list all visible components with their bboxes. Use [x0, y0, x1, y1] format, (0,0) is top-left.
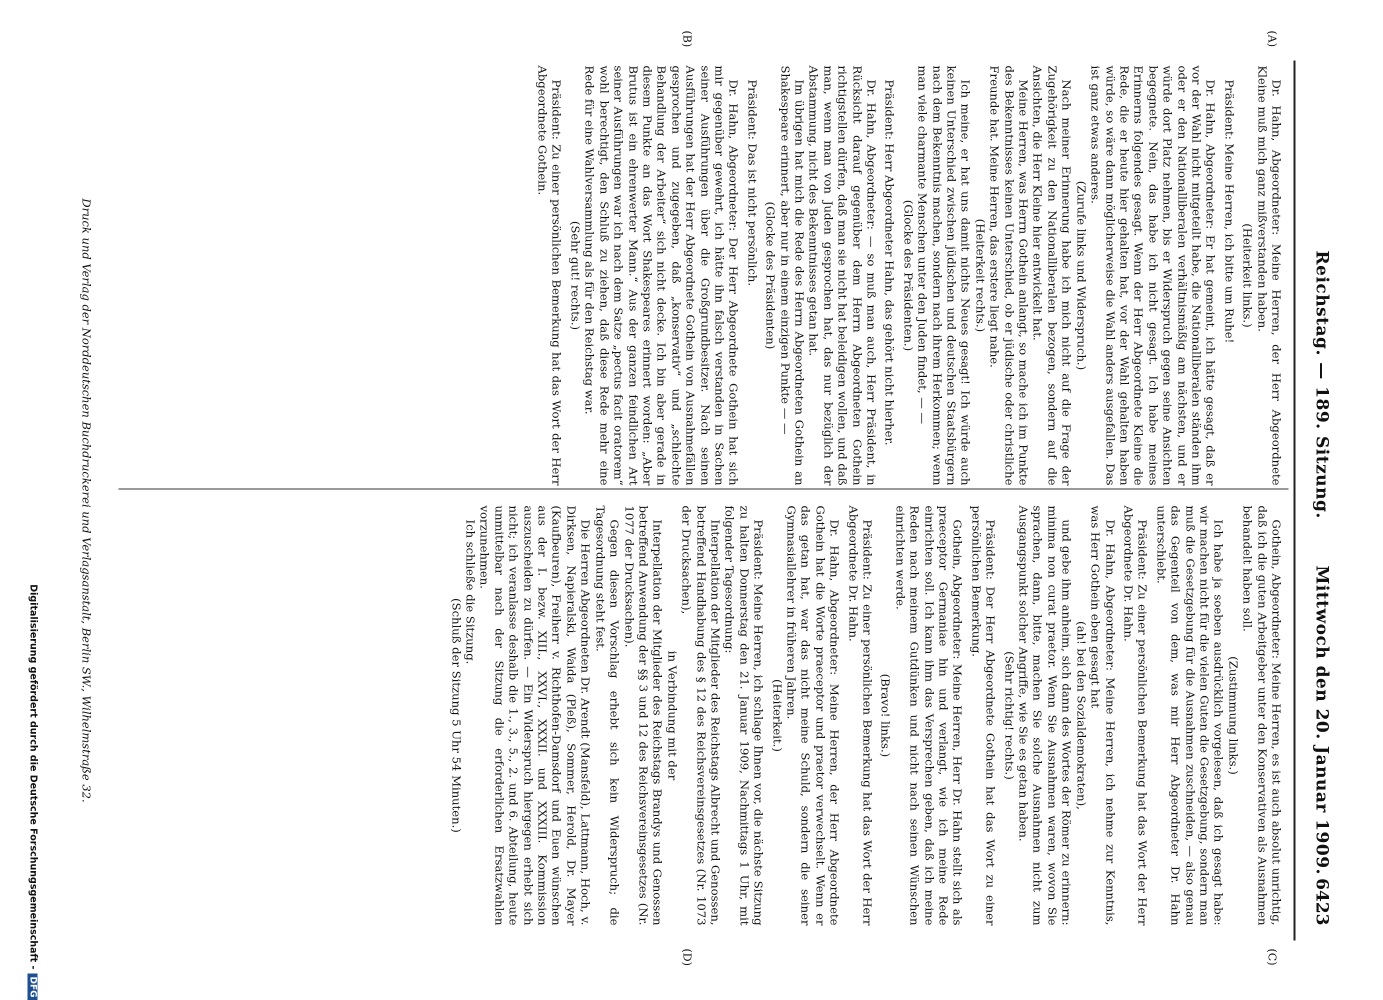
paragraph: Präsident: Zu einer persönlichen Bemerkung hat das Wort der Herr Abgeordnete Dr. Hahn. [845, 505, 875, 925]
paragraph: Präsident: Zu einer persönlichen Bemerkung hat das Wort der Herr Abgeordnete Dr. Hahn. [1120, 505, 1150, 925]
margin-mark-b: (B) [680, 30, 693, 47]
printer-imprint: Druck und Verlag der Norddeutschen Buchdruckerei und Verlagsanstalt, Berlin SW., Wilhelmstraße 32. [79, 197, 93, 803]
paragraph: Im übrigen hat mich die Rede des Herrn Abgeordneten Gothein an Shakespeare erinnert, aber nur in einem einzigen Punkte — — [777, 65, 806, 485]
paragraph: Dr. Hahn, Abgeordneter: Meine Herren, der Herr Abgeordnete Kleine muß mich ganz mißverstanden haben. [1254, 65, 1283, 485]
paragraph: Gegen diesen Vorschlag erhebt sich kein Widerspruch; die Tagesordnung steht fest. [592, 505, 622, 925]
paragraph: Dr. Hahn, Abgeordneter: Er hat gemeint, ich hätte gesagt, daß er vor der Wahl nicht mitgeteilt habe, die Nationalliberalen ständen ihm oder er den Nationalliberalen verhältnismäßig am nächsten, und er würde dort Platz nehmen, bis er Widerspruch gegen seine Ansichten begegnete. Nein, das habe ich nicht gesagt. Ich habe meines Erinnerns folgendes gesagt. Wenn der Herr Abgeordnete Kleine die Rede, die er heute hier gehalten hat, vor der Wahl gehalten haben würde, so wäre dann möglicherweise die Wahl anders ausgefallen. Das ist ganz etwas anderes. [1088, 65, 1218, 485]
page-number: 6423 [1311, 877, 1331, 925]
right-column [448, 505, 1283, 925]
interjection: (Sehr richtig! rechts.) [1001, 650, 1016, 780]
interjection: (ah! bei den Sozialdemokraten), [1073, 620, 1088, 810]
margin-mark-a: (A) [1265, 30, 1278, 47]
interjection: (Heiterkeit.) [769, 678, 784, 752]
paragraph: Präsident: Herr Abgeordneter Hahn, das gehört nicht hierher. [882, 79, 897, 446]
paragraph: und gebe ihm anheim, sich dann des Wortes der Römer zu erinnern: minima non curat praetor. Wenn Sie Ausnahmen waren, wovon Sie sprachen, dann, bitte, machen Sie solche Ausnahmen nicht zum Ausgangspunkt solcher Angriffe, wie Sie es getan haben. [1016, 505, 1074, 925]
interjection: (Heiterkeit rechts.) [972, 218, 987, 332]
agenda-item: Interpellation der Mitglieder des Reichstags Albrecht und Genossen, betreffend Handhabung des § 12 des Reichsvereinsgesetzes (Nr. 1073 der Drucksachen), [679, 505, 722, 925]
paragraph: Präsident: Meine Herren, ich bitte um Ruhe! [1221, 79, 1236, 343]
paragraph: Dr. Hahn, Abgeordneter: Meine Herren, ich nehme zur Kenntnis, was Herr Gothein eben gesagt hat [1088, 505, 1117, 925]
margin-mark-d: (D) [680, 948, 693, 966]
paragraph: Gothein, Abgeordneter: Meine Herren, Herr Dr. Hahn stellt sich als praeceptor Germaniae hin und verlangt, wie ich meine Rede einrichten soll. Ich kann ihm das Versprechen geben, daß ich meine Reden nach meinem Gutdünken und nicht nach seinen Wünschen einrichten werde. [892, 505, 965, 925]
paragraph: Dr. Hahn, Abgeordneter: Der Herr Abgeordnete Gothein hat sich mir gegenüber gewehrt, ich hätte ihn falsch verstanden in Sachen seiner Ausführungen über die Großgrundbesitzer. Nach seinen Ausführungen hat der Herr Abgeordnete Gothein von Ausnahmefällen gesprochen und zugegeben, daß „konservativ“ und „schlechte Behandlung der Arbeiter“ sich nicht decke. Ich bin aber gerade in diesem Punkte an das Wort Shakespeares erinnert worden: „Aber Brutus ist ein ehrenwerter Mann.“ Aus der ganzen feindlichen Art seiner Ausführungen war ich nach dem Satze „pectus facit oratorem“ wohl berechtigt, den Schluß zu ziehen, daß diese Rede mehr eine Rede für eine Wahlversammlung als für den Reichstag war. [582, 65, 741, 485]
interjection: (Heiterkeit links.) [1240, 222, 1255, 328]
interjection: (Zurufe links und Widerspruch.) [1073, 180, 1088, 370]
paragraph: Ich habe ja soeben ausdrücklich vorgelesen, daß ich gesagt habe: wir machen nicht für die vielen Guten die Gesetzgebung, sondern man muß die Gesetzgebung für die Ausnahmen zuschneiden, — also genau das Gegenteil von dem, was mir Herr Abgeordneter Dr. Hahn unterschiebt. [1153, 505, 1226, 925]
margin-mark-c: (C) [1265, 948, 1278, 965]
header-left: Reichstag. — 189. Sitzung. [1311, 250, 1331, 519]
agenda-item: Interpellation der Mitglieder des Reichstags Brandys und Genossen betreffend Anwendung der §§ 3 und 12 des Reichsvereinsgesetzes (Nr. 1077 der Drucksachen). [621, 505, 665, 925]
digitization-note [27, 0, 38, 1000]
paragraph: Meine Herren, was Herrn Gothein anlangt, so mache ich im Punkte des Bekenntnisses keinen Unterschied, ob er jüdische oder christliche Freunde hat. Meine Herren, das erstere liegt nahe. [987, 65, 1031, 485]
digitization-text: Digitalisierung gefördert durch die Deutsche Forschungsgemeinschaft - [27, 583, 38, 969]
interjection: (Schluß der Sitzung 5 Uhr 54 Minuten.) [448, 597, 463, 833]
header-right: Mittwoch den 20. Januar 1909. [1311, 565, 1331, 875]
dfg-logo: DFG [27, 973, 37, 1000]
header-rule [1293, 60, 1295, 940]
column-divider [118, 488, 1288, 489]
interjection: (Zustimmung links.) [1225, 655, 1240, 775]
paragraph: Die Herren Abgeordneten Dr. Arendt (Mansfeld), Lattmann, Hoch, v. Dirksen, Napieralski, Waida (Pleß), Sommer, Herold, Dr. Mayer (Kaufbeuren), Freiherr v. Richthofen-Damsdorf und Euen wünschen aus der I. bezw. XIII., XXVI., XXXII. und XXXIII. Kommission auszuscheiden zu dürfen. — Ein Widerspruch hiergegen erhebt sich nicht; ich veranlasse deshalb die 1., 3., 5., 2. und 6. Abteilung, heute unmittelbar nach der Sitzung die erforderlichen Ersatzwahlen vorzunehmen. [477, 505, 593, 925]
paragraph: Präsident: Zu einer persönlichen Bemerkung hat das Wort der Herr Abgeordnete Gothein. [535, 65, 564, 485]
paragraph: Ich schließe die Sitzung. [463, 519, 478, 664]
left-column [535, 65, 1283, 485]
paragraph: Ich meine, er hat uns damit nichts Neues gesagt! Ich würde auch keinen Unterschied zwischen jüdischen und deutschen Staatsbürgern nach dem Bekenntnis machen, sondern nach ihrem Herkommen; wenn man viele charmante Menschen unter den Juden findet, — — [915, 65, 973, 485]
paragraph: Nach meiner Erinnerung habe ich mich nicht auf die Frage der Zugehörigkeit zu den Nationalliberalen bezogen, sondern auf die Ansichten, die Herr Kleine hier entwickelt hat. [1030, 65, 1074, 485]
interjection: (Sehr gut! rechts.) [567, 220, 582, 330]
interjection: (Glocke des Präsidenten) [763, 201, 778, 349]
paragraph: Dr. Hahn, Abgeordneter: — so muß man auch, Herr Präsident, in Rücksicht darauf gegenüber dem Herrn Abgeordneten Gothein richtigstellen dürfen, daß man sie nicht hat beleidigen wollen, und daß man, wenn man von Juden gesprochen hat, das nur bezüglich der Abstammung, nicht des Bekenntnisses getan hat. [806, 65, 879, 485]
interjection: (Glocke des Präsidenten.) [900, 199, 915, 351]
paragraph: Präsident: Das ist nicht persönlich. [744, 79, 759, 286]
interjection: (Bravo! links.) [878, 673, 893, 757]
paragraph: Präsident: Meine Herren, ich schlage Ihnen vor, die nächste Sitzung zu halten Donnerstag den 21. Januar 1909, Nachmittags 1 Uhr, mit folgender Tagesordnung: [722, 505, 766, 925]
running-header [1301, 0, 1331, 1000]
agenda-connector: in Verbindung mit der [664, 650, 679, 780]
paragraph: Präsident: Der Herr Abgeordnete Gothein hat das Wort zu einer persönlichen Bemerkung. [968, 505, 998, 925]
paragraph: Gothein, Abgeordneter: Meine Herren, es ist auch absolut unrichtig, daß ich die guten Arbeitgeber unter den Konservativen als Ausnahmen behandelt haben soll. [1240, 505, 1283, 925]
paragraph: Dr. Hahn, Abgeordneter: Meine Herren, der Herr Abgeordnete Gothein hat die Worte praeceptor und praetor verwechselt. Wenn er das getan hat, war das nicht meine Schuld, sondern die seiner Gymnasiallehrer in früheren Jahren. [784, 505, 842, 925]
